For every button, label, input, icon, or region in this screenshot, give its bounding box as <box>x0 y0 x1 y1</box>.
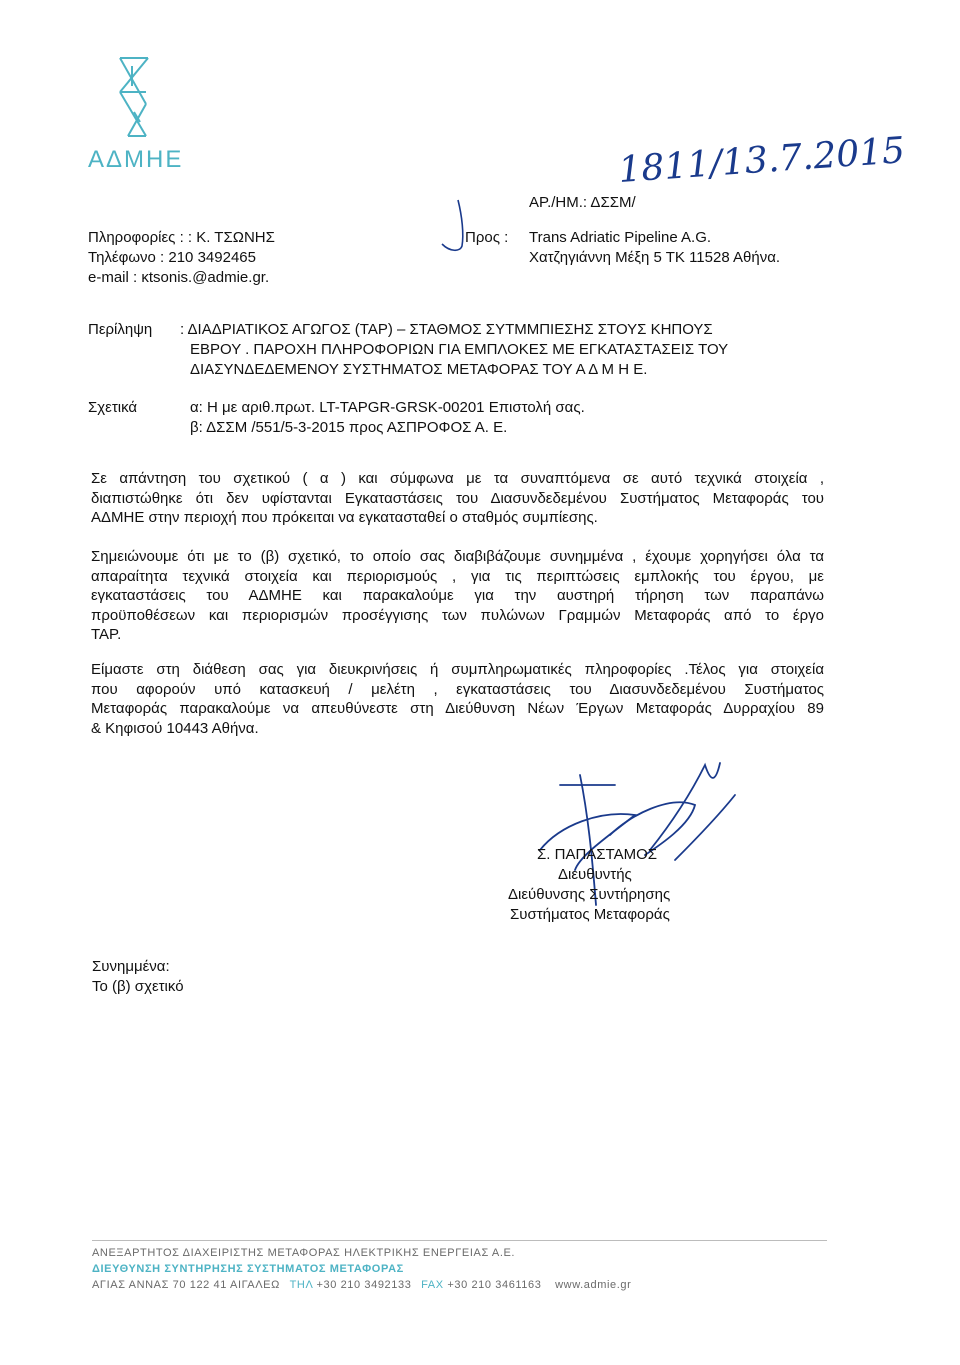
recipient-label: Προς : <box>465 229 509 246</box>
footer-website: www.admie.gr <box>555 1279 632 1291</box>
paragraph-line: απαραίτητα τεχνικά στοιχεία και περιορισμούς , για τις περιπτώσεις εμπλοκής του έργου, με <box>91 567 824 585</box>
footer-contact <box>92 1279 631 1291</box>
body-paragraph-1 <box>91 469 824 528</box>
summary-line: : ΔΙΑΔΡΙΑΤΙΚΟΣ ΑΓΩΓΟΣ (ΤΑΡ) – ΣΤΑΘΜΟΣ ΣΥΤΜΜΠΙΕΣΗΣ ΣΤΟΥΣ ΚΗΠΟΥΣ <box>180 321 713 338</box>
summary-line: ΔΙΑΣΥΝΔΕΔΕΜΕΝΟΥ ΣΥΣΤΗΜΑΤΟΣ ΜΕΤΑΦΟΡΑΣ ΤΟΥ Α Δ Μ Η Ε. <box>190 361 648 378</box>
signatory-department: Συστήματος Μεταφοράς <box>510 906 670 923</box>
footer-fax: +30 210 3461163 <box>447 1279 542 1291</box>
sender-phone: Τηλέφωνο : 210 3492465 <box>88 249 256 266</box>
summary-label: Περίληψη <box>88 321 153 338</box>
protocol-label: ΑΡ./ΗΜ.: ΔΣΣΜ/ <box>529 194 636 211</box>
sender-email: e-mail : κtsonis.@admie.gr. <box>88 269 270 286</box>
attachments-label: Συνημμένα: <box>92 958 170 975</box>
body-paragraph-3 <box>91 660 824 738</box>
paragraph-line: Σημειώνουμε ότι με το (β) σχετικό, το οποίο σας διαβιβάζουμε συνημμένα , έχουμε χορηγήσει όλα τα <box>91 548 824 565</box>
attachment-item: Το (β) σχετικό <box>92 978 184 995</box>
footer-tel: +30 210 3492133 <box>316 1279 412 1291</box>
protocol-handwritten-number: 1811/13.7.2015 <box>617 130 907 191</box>
paragraph-line: & Κηφισού 10443 Αθήνα. <box>91 719 259 737</box>
footer-fax-label: FAX <box>421 1279 444 1291</box>
signatory-name: Σ. ΠΑΠΑΣΤΑΜΟΣ <box>537 846 658 863</box>
paragraph-line: Είμαστε στη διάθεση σας για διευκρινήσεις ή συμπληρωματικές πληροφορίες .Τέλος για στοιχεία <box>91 661 824 678</box>
footer-company: ΑΝΕΞΑΡΤΗΤΟΣ ΔΙΑΧΕΙΡΙΣΤΗΣ ΜΕΤΑΦΟΡΑΣ ΗΛΕΚΤΡΙΚΗΣ ΕΝΕΡΓΕΙΑΣ Α.Ε. <box>92 1247 516 1259</box>
paragraph-line: ΤΑΡ. <box>91 626 122 643</box>
footer-department: ΔΙΕΥΘΥΝΣΗ ΣΥΝΤΗΡΗΣΗΣ ΣΥΣΤΗΜΑΤΟΣ ΜΕΤΑΦΟΡΑΣ <box>92 1263 404 1275</box>
paragraph-line: Μεταφοράς παρακαλούμε να απευθύνεστε στη Διεύθυνση Νέων Έργων Μεταφοράς Δυρραχίου 89 <box>91 700 824 717</box>
paragraph-line: προϋποθέσεων και περιορισμών προσέγγισης των πυλώνων Γραμμών Μεταφοράς από το έργο <box>91 606 824 624</box>
footer-divider <box>92 1240 827 1241</box>
company-logo <box>88 52 208 182</box>
logo-mark-icon <box>88 52 208 144</box>
summary-line: ΕΒΡΟΥ . ΠΑΡΟΧΗ ΠΛΗΡΟΦΟΡΙΩΝ ΓΙΑ ΕΜΠΛΟΚΕΣ ΜΕ ΕΓΚΑΤΑΣΤΑΣΕΙΣ ΤΟΥ <box>190 341 729 358</box>
body-paragraph-2 <box>91 547 824 645</box>
related-label: Σχετικά <box>88 399 138 416</box>
paragraph-line: που αφορούν υπό κατασκευή / μελέτη , εγκαταστάσεις του Διασυνδεδεμένου Συστήματος <box>91 680 824 698</box>
logo-text: ΑΔΜΗΕ <box>88 146 184 173</box>
footer-address: ΑΓΙΑΣ ΑΝΝΑΣ 70 122 41 ΑΙΓΑΛΕΩ <box>92 1279 280 1291</box>
recipient-address: Χατζηγιάννη Μέξη 5 ΤΚ 11528 Αθήνα. <box>529 249 781 266</box>
related-item: α: Η με αριθ.πρωτ. LT-TAPGR-GRSK-00201 Επιστολή σας. <box>190 399 585 416</box>
recipient-name: Trans Adriatic Pipeline A.G. <box>529 229 712 246</box>
related-item: β: ΔΣΣΜ /551/5-3-2015 προς ΑΣΠΡΟΦΟΣ Α. Ε. <box>190 419 508 436</box>
paragraph-line: Σε απάντηση του σχετικού ( α ) και σύμφωνα με τα συναπτόμενα σε αυτό τεχνικά στοιχεία , <box>91 470 824 487</box>
paragraph-line: ΑΔΜΗΕ στην περιοχή που πρόκειται να εγκατασταθεί ο σταθμός συμπίεσης. <box>91 509 598 526</box>
footer-tel-label: ΤΗΛ <box>289 1279 313 1291</box>
paragraph-line: εγκαταστάσεις του ΑΔΜΗΕ και παρακαλούμε για την αυστηρή τήρηση των παραπάνω <box>91 587 824 604</box>
signatory-title: Διευθυντής <box>558 866 632 883</box>
paragraph-line: διαπιστώθηκε ότι δεν υφίστανται Εγκαταστάσεις του Διασυνδεδεμένου Συστήματος Μεταφοράς του <box>91 489 824 507</box>
signatory-department: Διεύθυνσης Συντήρησης <box>508 886 671 903</box>
sender-info: Πληροφορίες : : Κ. ΤΣΩΝΗΣ <box>88 229 275 246</box>
